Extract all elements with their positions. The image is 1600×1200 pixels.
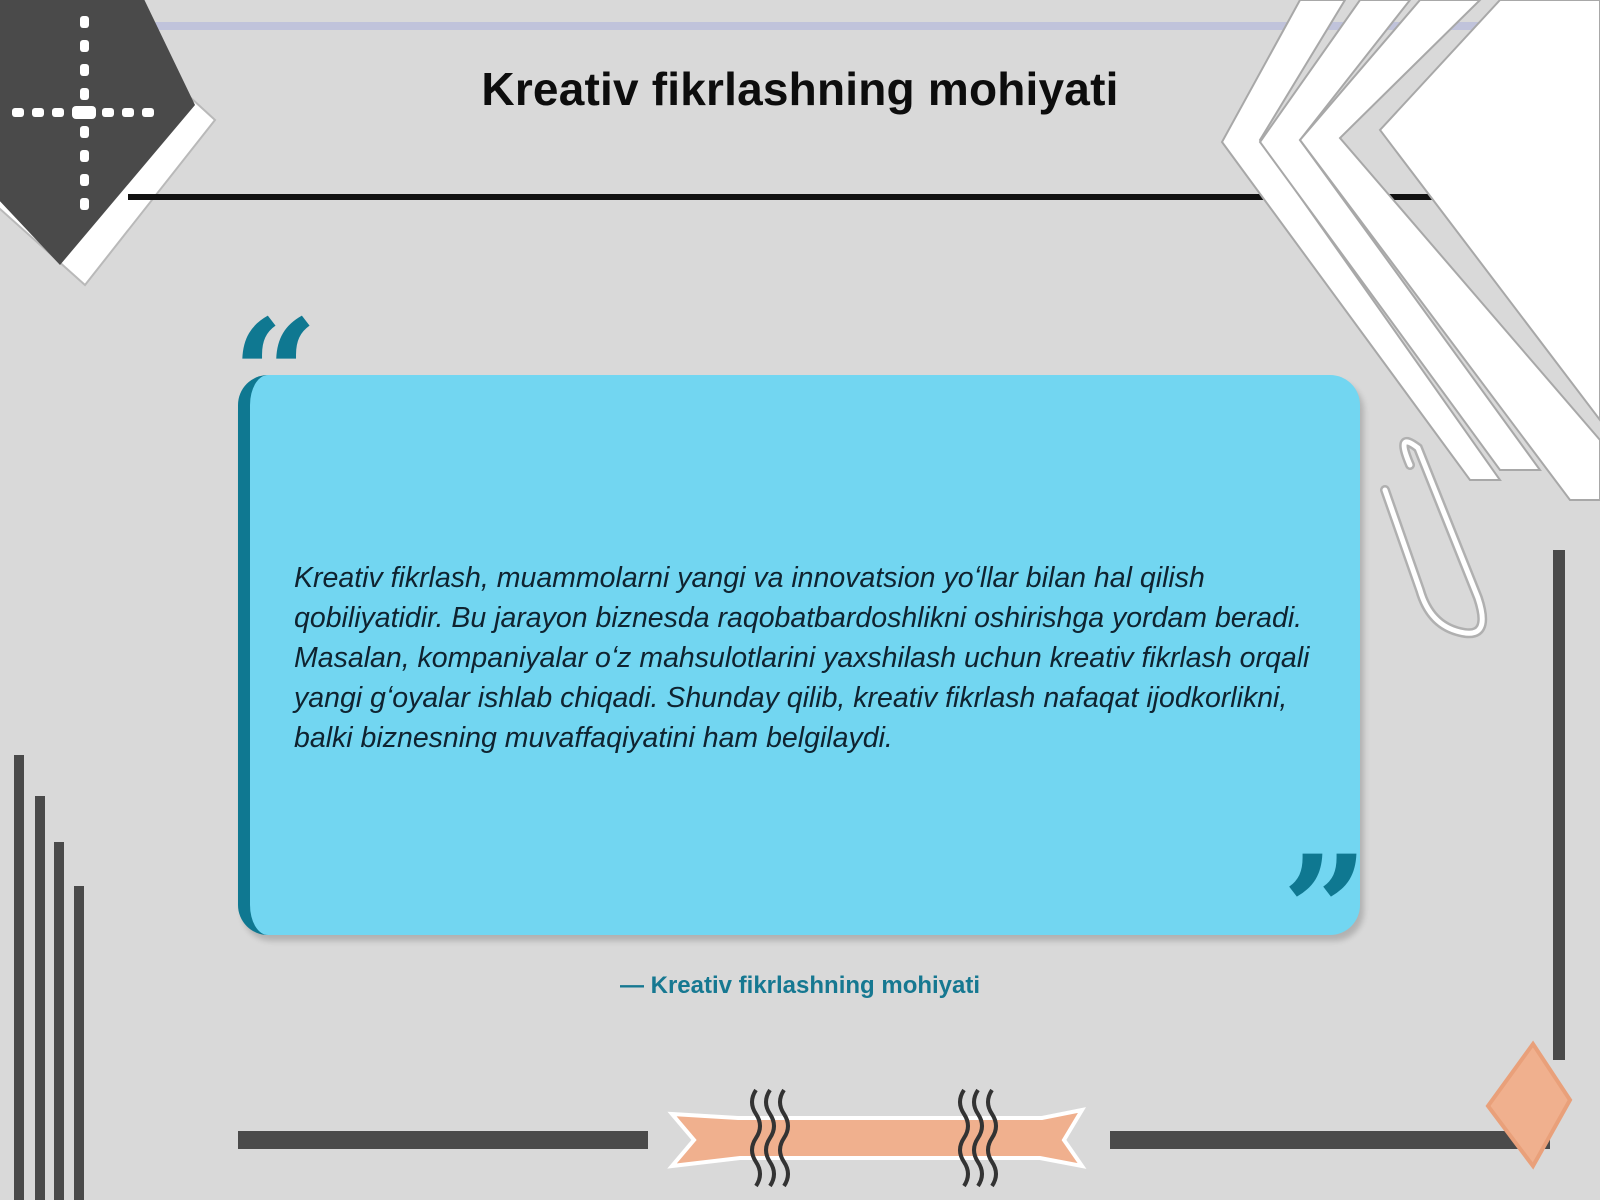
squiggle-decoration-left <box>752 1090 788 1186</box>
quote-text: Kreativ fikrlash, muammolarni yangi va innovatsion yoʻllar bilan hal qilish qobiliyatidir. Bu jarayon biznesda raqobatbardoshlikni oshirishga yordam beradi. Masalan, kompaniyalar oʻz mahsulotlarini yaxshilash uchun kreativ fikrlash orqali yangi gʻoyalar ishlab chiqadi. Shunday qilib, kreativ fikrlash nafaqat ijodkorlikni, balki biznesning muvaffaqiyatini ham belgilaydi. <box>294 562 1310 754</box>
bottom-ribbon <box>672 1110 1082 1166</box>
left-vertical-bars <box>14 755 84 1200</box>
quote-attribution: — Kreativ fikrlashning mohiyati <box>619 972 981 999</box>
right-vertical-bar <box>1553 550 1565 1060</box>
bottom-right-bar <box>1110 1131 1550 1149</box>
open-quote-mark: “ <box>232 287 319 463</box>
bottom-left-bar <box>238 1131 648 1149</box>
slide-title: Kreativ fikrlashning mohiyati <box>481 63 1119 115</box>
close-quote-mark: ” <box>1282 823 1369 999</box>
squiggle-decoration-right <box>960 1090 996 1186</box>
